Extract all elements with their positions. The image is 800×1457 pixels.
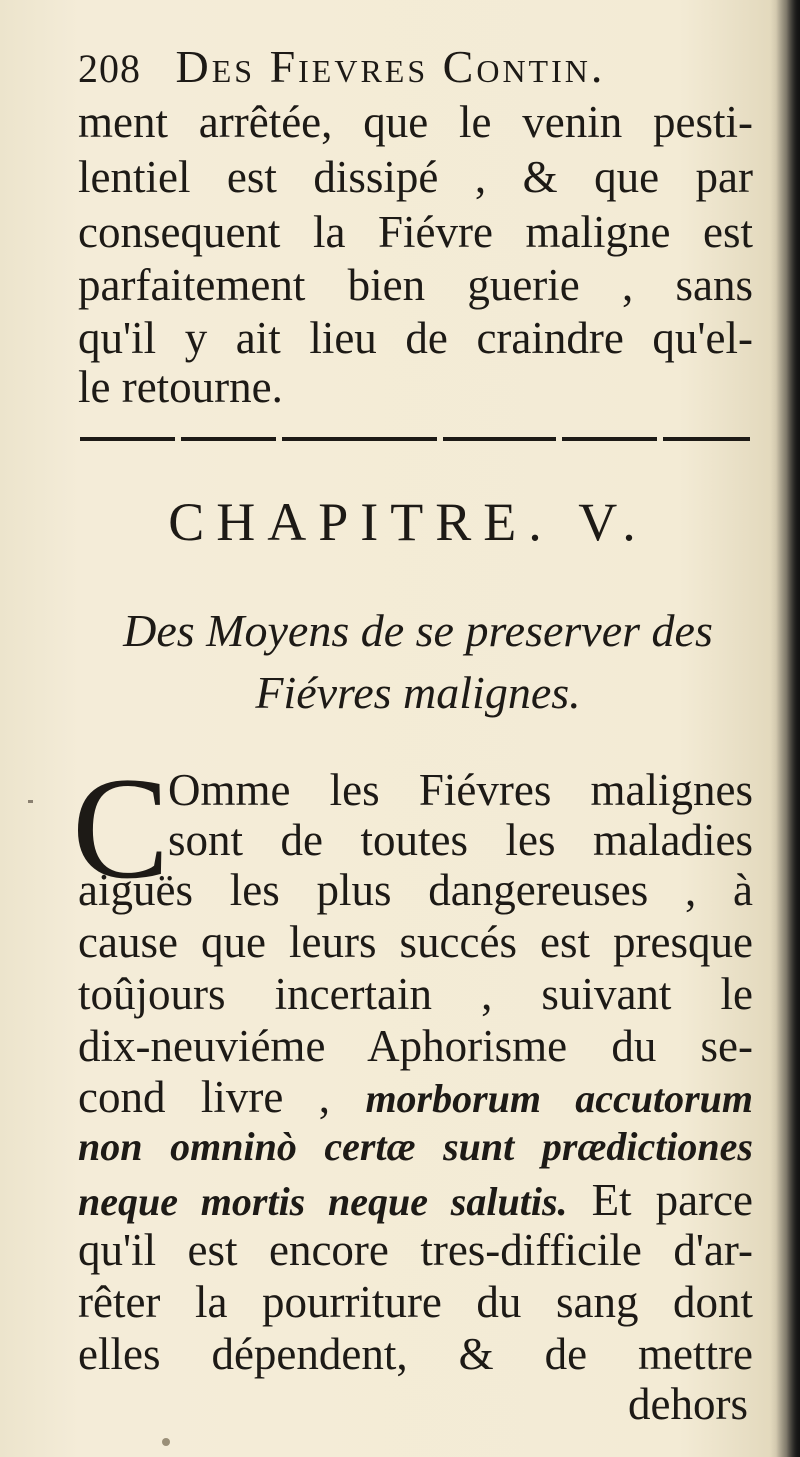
text-line: qu'il est encore tres-difficile d'ar-: [78, 1225, 753, 1275]
drop-cap: C: [72, 747, 170, 909]
latin-quote: morborum accutorum: [365, 1076, 753, 1121]
text-run: cond livre ,: [78, 1072, 331, 1122]
rule-gap: [437, 434, 443, 444]
text-line: aiguës les plus dangereuses , à: [78, 865, 753, 915]
running-head-title: Des Fievres Contin.: [175, 41, 606, 92]
text-line: dix-neuviéme Aphorisme du se-: [78, 1021, 753, 1071]
latin-quote-line: non omninò certæ sunt prædictiones: [78, 1124, 753, 1169]
text-line: consequent la Fiévre maligne est: [78, 207, 753, 257]
chapter-subtitle: Fiévres malignes.: [255, 667, 581, 718]
page-number: 208: [78, 46, 141, 91]
paper-mark: [28, 800, 33, 803]
text-run: Et parce: [591, 1175, 753, 1225]
page-edge-shadow: [770, 0, 800, 1457]
text-line: cause que leurs succés est presque: [78, 917, 753, 967]
text-line: sont de toutes les maladies: [168, 815, 753, 865]
text-line: le retourne.: [78, 362, 283, 412]
rule-gap: [276, 434, 282, 444]
text-line: [78, 1175, 753, 1225]
text-line: qu'il y ait lieu de craindre qu'el-: [78, 313, 753, 363]
chapter-heading: CHAPITRE. V.: [168, 492, 648, 552]
text-line: ment arrêtée, que le venin pesti-: [78, 97, 753, 147]
text-line: lentiel est dissipé , & que par: [78, 152, 753, 202]
text-line: parfaitement bien guerie , sans: [78, 260, 753, 310]
text-line: toûjours incertain , suivant le: [78, 969, 753, 1019]
text-line: Omme les Fiévres malignes: [168, 765, 753, 815]
paper-speck: [162, 1438, 170, 1446]
rule-gap: [556, 434, 562, 444]
rule-gap: [657, 434, 663, 444]
text-line: [78, 1072, 753, 1122]
rule-gap: [175, 434, 181, 444]
chapter-subtitle: Des Moyens de se preserver des: [123, 605, 713, 656]
latin-quote: neque mortis neque salutis.: [78, 1179, 568, 1224]
text-line: elles dépendent, & de mettre: [78, 1329, 753, 1379]
catchword: dehors: [628, 1379, 748, 1429]
text-line: rêter la pourriture du sang dont: [78, 1277, 753, 1327]
running-head: [78, 41, 753, 92]
